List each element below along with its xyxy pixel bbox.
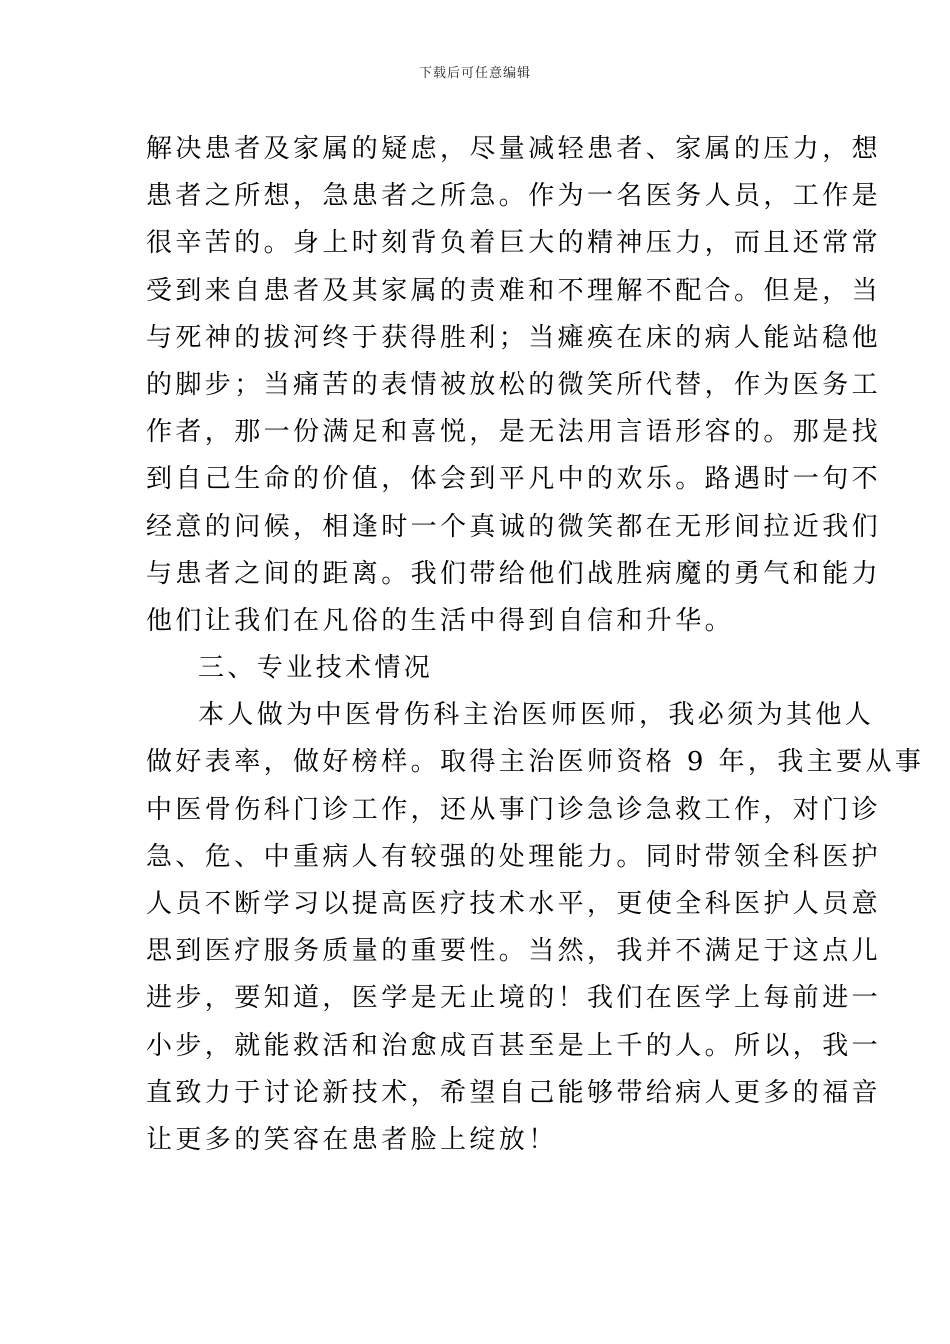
body-text (146, 126, 925, 1164)
paragraph-line: 让更多的笑容在患者脸上绽放！ (146, 1124, 558, 1155)
paragraph-line: 急、危、中重病人有较强的处理能力。同时带领全科医护 (146, 841, 882, 872)
paragraph-line: 受到来自患者及其家属的责难和不理解不配合。但是，当 (146, 275, 882, 306)
paragraph-line: 患者之所想，急患者之所急。作为一名医务人员，工作是 (146, 181, 882, 212)
paragraph-line: 人员不断学习以提高医疗技术水平，更使全科医护人员意 (146, 889, 882, 919)
paragraph-line: 中医骨伤科门诊工作，还从事门诊急诊急救工作，对门诊 (146, 794, 882, 825)
header-note: 下载后可任意编辑 (418, 66, 531, 81)
paragraph-line: 做好表率，做好榜样。取得主治医师资格 9 年，我主要从事 (146, 747, 925, 778)
paragraph-line: 很辛苦的。身上时刻背负着巨大的精神压力，而且还常常 (146, 228, 882, 259)
paragraph-line: 的脚步；当痛苦的表情被放松的微笑所代替，作为医务工 (146, 369, 882, 400)
paragraph-line: 解决患者及家属的疑虑，尽量减轻患者、家属的压力，想 (146, 134, 882, 164)
paragraph-line: 与患者之间的距离。我们带给他们战胜病魔的勇气和能力 (146, 558, 882, 589)
paragraph-line: 他们让我们在凡俗的生活中得到自信和升华。 (146, 605, 735, 636)
section-heading: 三、专业技术情况 (198, 653, 434, 684)
paragraph-line: 到自己生命的价值，体会到平凡中的欢乐。路遇时一句不 (146, 464, 882, 495)
paragraph-line: 与死神的拔河终于获得胜利；当瘫痪在床的病人能站稳他 (146, 322, 882, 353)
paragraph-line: 进步，要知道，医学是无止境的！我们在医学上每前进一 (146, 983, 882, 1014)
paragraph-line: 经意的问候，相逢时一个真诚的微笑都在无形间拉近我们 (146, 511, 882, 542)
paragraph-line: 思到医疗服务质量的重要性。当然，我并不满足于这点儿 (146, 936, 882, 967)
paragraph-line: 直致力于讨论新技术，希望自己能够带给病人更多的福音 (146, 1077, 882, 1108)
paragraph-line: 小步，就能救活和治愈成百甚至是上千的人。所以，我一 (146, 1030, 882, 1061)
paragraph-line: 作者，那一份满足和喜悦，是无法用言语形容的。那是找 (146, 417, 882, 448)
paragraph-line: 本人做为中医骨伤科主治医师医师，我必须为其他人 (198, 700, 875, 731)
